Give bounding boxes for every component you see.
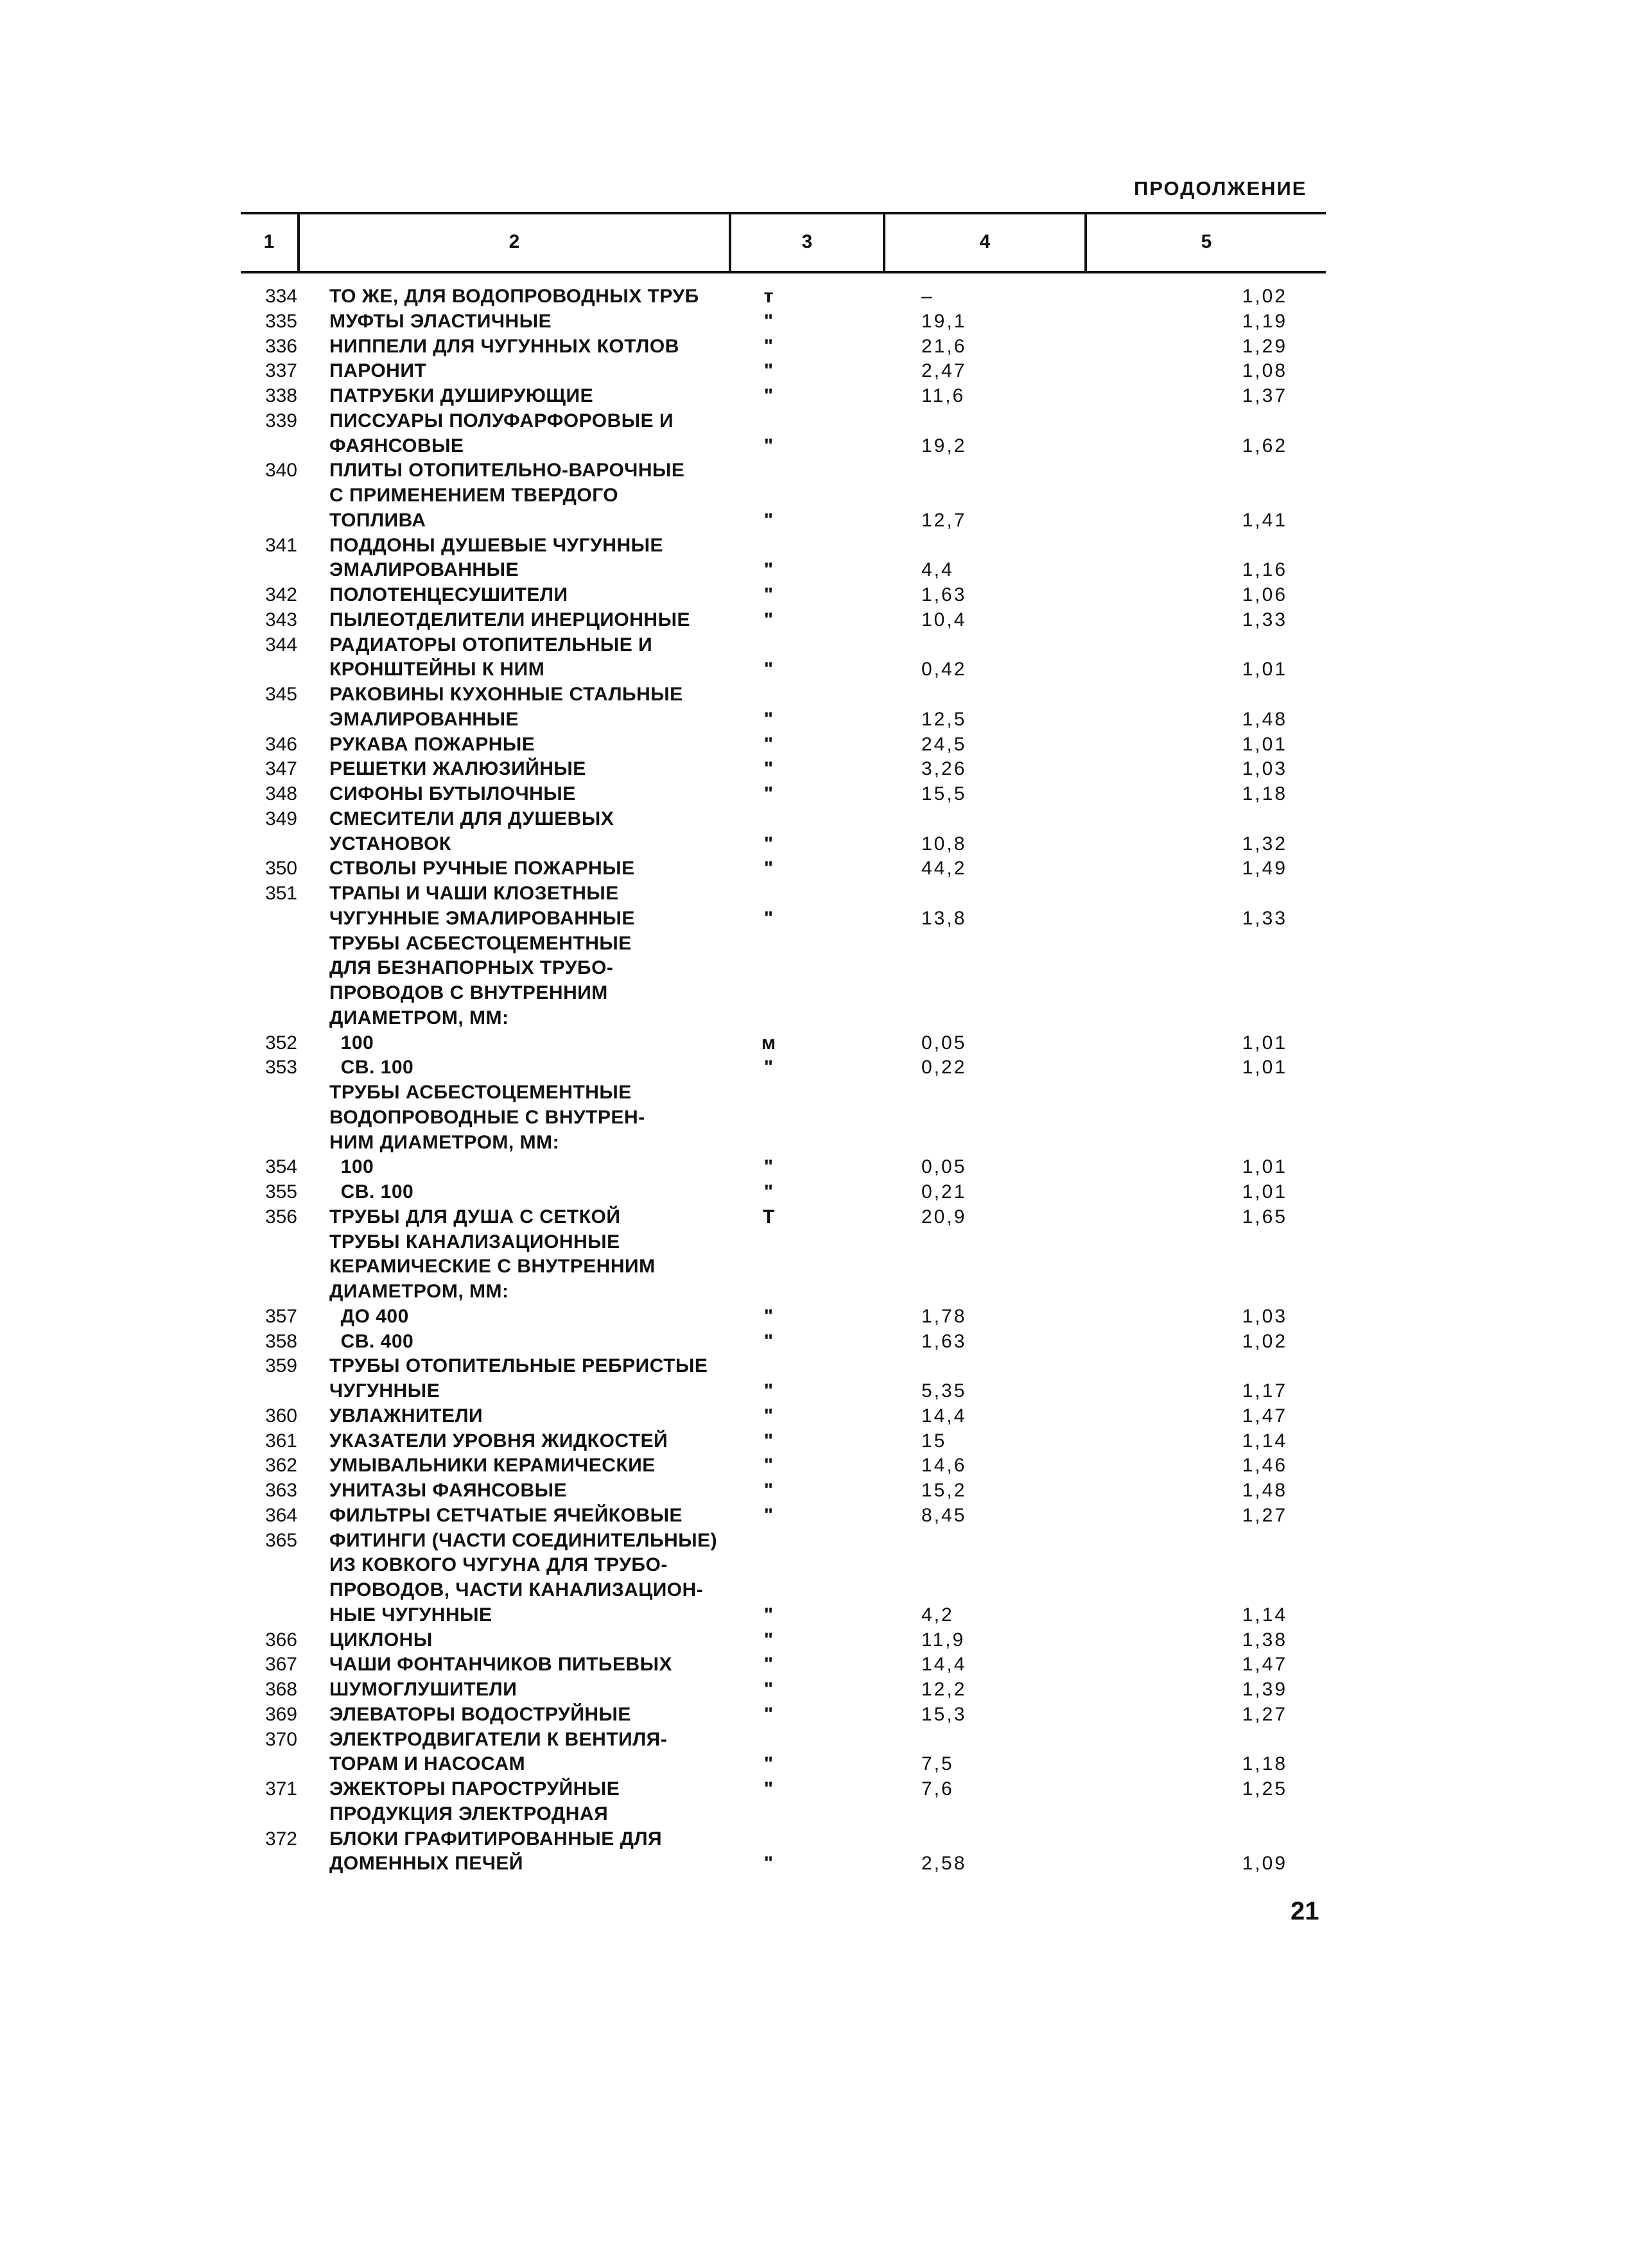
value-col-5: 1,03 [1242,1305,1287,1327]
table-row [241,757,1326,782]
table-row [241,682,1326,707]
item-unit: " [763,1057,774,1079]
table-row [241,1578,1326,1603]
table-row [241,558,1326,583]
continuation-label: ПРОДОЛЖЕНИЕ [1134,177,1307,200]
table-row [241,1254,1326,1279]
value-col-5: 1,65 [1242,1206,1287,1227]
table-row [241,1230,1326,1255]
item-name: РЕШЕТКИ ЖАЛЮЗИЙНЫЕ [329,758,586,780]
table-row [241,1429,1326,1454]
item-name: ТРУБЫ АСБЕСТОЦЕМЕНТНЫЕ [329,932,632,954]
value-col-5: 1,62 [1242,435,1287,456]
item-name: СВ. 400 [329,1330,414,1352]
table-row [241,359,1326,384]
table-row [241,906,1326,932]
value-col-5: 1,29 [1242,335,1287,357]
item-name: ТРУБЫ ДЛЯ ДУША С СЕТКОЙ [329,1206,621,1227]
item-number: 354 [265,1156,297,1178]
column-header-5: 5 [1201,231,1212,252]
value-col-5: 1,48 [1242,708,1287,730]
item-name: 100 [329,1032,374,1053]
table-row [241,434,1326,459]
item-name: РАКОВИНЫ КУХОННЫЕ СТАЛЬНЫЕ [329,684,683,705]
item-number: 336 [265,335,297,357]
value-col-5: 1,01 [1242,1032,1287,1053]
table-row [241,1006,1326,1031]
table-row [241,483,1326,508]
item-unit: " [763,1853,774,1875]
value-col-4: 10,8 [921,833,967,854]
item-name: С ПРИМЕНЕНИЕМ ТВЕРДОГО [329,485,619,506]
value-col-4: 5,35 [921,1380,967,1401]
item-name: УМЫВАЛЬНИКИ КЕРАМИЧЕСКИЕ [329,1455,656,1477]
item-unit: " [763,509,774,531]
item-name: ЭЛЕВАТОРЫ ВОДОСТРУЙНЫЕ [329,1703,631,1725]
value-col-4: 2,58 [921,1853,967,1875]
item-unit: " [763,1753,774,1775]
item-number: 357 [265,1305,297,1327]
item-unit: т [763,286,774,307]
value-col-5: 1,38 [1242,1629,1287,1651]
item-number: 349 [265,808,297,829]
value-col-5: 1,25 [1242,1778,1287,1799]
item-number: 347 [265,758,297,780]
item-unit: " [763,584,774,605]
item-number: 346 [265,733,297,755]
table-row [241,1827,1326,1852]
item-number: 335 [265,310,297,332]
item-number: 356 [265,1206,297,1227]
item-unit: " [763,1504,774,1526]
item-name: ИЗ КОВКОГО ЧУГУНА ДЛЯ ТРУБО- [329,1554,668,1576]
table-row [241,608,1326,633]
value-col-4: 44,2 [921,858,967,880]
item-name: СИФОНЫ БУТЫЛОЧНЫЕ [329,783,576,804]
value-col-5: 1,41 [1242,509,1287,531]
table-row [241,1354,1326,1379]
item-unit: " [763,360,774,382]
item-name: ПЫЛЕОТДЕЛИТЕЛИ ИНЕРЦИОННЫЕ [329,609,690,630]
table-row [241,633,1326,658]
item-unit: " [763,559,774,581]
table-row [241,334,1326,360]
table-row [241,657,1326,682]
item-name: ПИССУАРЫ ПОЛУФАРФОРОВЫЕ И [329,410,674,431]
item-unit: " [763,1430,774,1452]
table-row [241,1652,1326,1678]
item-number: 345 [265,684,297,705]
value-col-4: 13,8 [921,907,967,929]
item-unit: " [763,758,774,780]
table-body [241,284,1326,1877]
value-col-4: 0,42 [921,659,967,681]
table-row [241,932,1326,957]
item-number: 337 [265,360,297,382]
item-number: 344 [265,634,297,655]
table-row [241,1379,1326,1404]
value-col-5: 1,47 [1242,1654,1287,1676]
item-number: 350 [265,858,297,880]
item-name: ПОЛОТЕНЦЕСУШИТЕЛИ [329,584,568,605]
item-name: КРОНШТЕЙНЫ К НИМ [329,659,545,681]
item-name: НЫЕ ЧУГУННЫЕ [329,1604,492,1626]
item-unit: Т [762,1206,775,1227]
item-unit: " [763,1604,774,1626]
table-row [241,1031,1326,1056]
item-name: ЧАШИ ФОНТАНЧИКОВ ПИТЬЕВЫХ [329,1654,673,1676]
item-unit: " [763,858,774,880]
item-name: ТОРАМ И НАСОСАМ [329,1753,526,1775]
table-row [241,1504,1326,1529]
item-number: 363 [265,1480,297,1501]
item-number: 353 [265,1057,297,1079]
value-col-4: 14,4 [921,1654,967,1676]
value-col-4: 7,5 [921,1753,954,1775]
value-col-4: 11,9 [921,1629,966,1651]
item-unit: " [763,335,774,357]
item-name: КЕРАМИЧЕСКИЕ С ВНУТРЕННИМ [329,1256,656,1278]
item-name: ТРАПЫ И ЧАШИ КЛОЗЕТНЫЕ [329,883,619,904]
value-col-5: 1,47 [1242,1405,1287,1426]
value-col-4: 12,7 [921,509,967,531]
item-name: ДОМЕННЫХ ПЕЧЕЙ [329,1853,523,1875]
table-row [241,284,1326,309]
value-col-5: 1,08 [1242,360,1287,382]
value-col-5: 1,14 [1242,1430,1287,1452]
value-col-4: 8,45 [921,1504,967,1526]
item-number: 355 [265,1181,297,1202]
item-unit: " [763,1455,774,1477]
item-name: ТРУБЫ АСБЕСТОЦЕМЕНТНЫЕ [329,1082,632,1103]
value-col-5: 1,37 [1242,385,1287,406]
table-row [241,1851,1326,1877]
item-unit: " [763,783,774,804]
table-row [241,1205,1326,1230]
value-col-4: 24,5 [921,733,967,755]
table-row [241,384,1326,409]
item-unit: " [763,1380,774,1401]
item-name: ФАЯНСОВЫЕ [329,435,464,456]
value-col-5: 1,27 [1242,1504,1287,1526]
item-number: 338 [265,385,297,406]
item-name: 100 [329,1156,374,1178]
item-number: 366 [265,1629,297,1651]
item-number: 352 [265,1032,297,1053]
item-name: ТРУБЫ ОТОПИТЕЛЬНЫЕ РЕБРИСТЫЕ [329,1355,708,1377]
value-col-5: 1,02 [1242,286,1287,307]
table-row [241,1155,1326,1180]
value-col-5: 1,01 [1242,1057,1287,1079]
value-col-5: 1,19 [1242,310,1287,332]
item-name: ВОДОПРОВОДНЫЕ С ВНУТРЕН- [329,1106,645,1128]
value-col-4: 19,2 [921,435,967,456]
table-row [241,856,1326,881]
column-header-1: 1 [263,231,275,252]
item-name: РУКАВА ПОЖАРНЫЕ [329,733,535,755]
item-name: ЭМАЛИРОВАННЫЕ [329,708,519,730]
item-number: 372 [265,1828,297,1850]
item-name: МУФТЫ ЭЛАСТИЧНЫЕ [329,310,552,332]
item-unit: " [763,1629,774,1651]
column-header-2: 2 [509,231,520,252]
item-unit: м [761,1032,776,1053]
table-row [241,1080,1326,1105]
value-col-4: 0,22 [921,1057,967,1079]
item-unit: " [763,733,774,755]
item-unit: " [763,833,774,854]
item-number: 343 [265,609,297,630]
value-col-5: 1,06 [1242,584,1287,605]
item-name: ЧУГУННЫЕ ЭМАЛИРОВАННЫЕ [329,907,635,929]
item-name: ПАТРУБКИ ДУШИРУЮЩИЕ [329,385,594,406]
table-row [241,1703,1326,1728]
value-col-5: 1,27 [1242,1703,1287,1725]
item-number: 339 [265,410,297,431]
value-col-5: 1,18 [1242,783,1287,804]
item-unit: " [763,1480,774,1501]
value-col-4: 14,4 [921,1405,967,1426]
item-unit: " [763,1679,774,1700]
value-col-4: 21,6 [921,335,967,357]
item-name: СМЕСИТЕЛИ ДЛЯ ДУШЕВЫХ [329,808,614,829]
item-name: СТВОЛЫ РУЧНЫЕ ПОЖАРНЫЕ [329,858,635,880]
value-col-4: 19,1 [921,310,967,332]
table-row [241,1131,1326,1156]
item-name: ЧУГУННЫЕ [329,1380,440,1401]
table-row [241,1752,1326,1777]
item-number: 334 [265,286,297,307]
value-col-5: 1,01 [1242,733,1287,755]
value-col-4: 20,9 [921,1206,967,1227]
table-row [241,309,1326,334]
table-row [241,1628,1326,1653]
table-row [241,1105,1326,1131]
item-name: УСТАНОВОК [329,833,451,854]
item-name: ЭЖЕКТОРЫ ПАРОСТРУЙНЫЕ [329,1778,620,1799]
item-unit: " [763,659,774,681]
item-name: ЦИКЛОНЫ [329,1629,433,1651]
item-unit: " [763,1654,774,1676]
table-row [241,782,1326,807]
item-number: 342 [265,584,297,605]
value-col-4: 0,21 [921,1181,967,1202]
value-col-5: 1,18 [1242,1753,1287,1775]
table-row [241,956,1326,981]
table-row [241,1279,1326,1305]
value-col-4: 3,26 [921,758,967,780]
table-row [241,1603,1326,1628]
value-col-4: 14,6 [921,1455,967,1477]
table-row [241,508,1326,533]
table-row [241,881,1326,906]
value-col-5: 1,48 [1242,1480,1287,1501]
item-unit: " [763,1703,774,1725]
table-header-rule [241,271,1326,273]
value-col-4: 4,2 [921,1604,954,1626]
item-unit: " [763,310,774,332]
value-col-5: 1,14 [1242,1604,1287,1626]
table-row [241,1330,1326,1355]
item-number: 351 [265,883,297,904]
item-name: БЛОКИ ГРАФИТИРОВАННЫЕ ДЛЯ [329,1828,663,1850]
value-col-5: 1,16 [1242,559,1287,581]
value-col-5: 1,49 [1242,858,1287,880]
value-col-4: 15 [921,1430,947,1452]
item-name: ПАРОНИТ [329,360,427,382]
item-number: 369 [265,1703,297,1725]
item-name: ШУМОГЛУШИТЕЛИ [329,1679,517,1700]
table-row [241,733,1326,758]
value-col-4: 11,6 [921,385,966,406]
value-col-5: 1,33 [1242,609,1287,630]
item-name: УВЛАЖНИТЕЛИ [329,1405,483,1426]
item-name: НИППЕЛИ ДЛЯ ЧУГУННЫХ КОТЛОВ [329,335,679,357]
value-col-4: 1,63 [921,584,967,605]
item-name: ПЛИТЫ ОТОПИТЕЛЬНО-ВАРОЧНЫЕ [329,460,685,481]
value-col-4: 12,5 [921,708,967,730]
item-number: 359 [265,1355,297,1377]
table-row [241,1678,1326,1703]
table-row [241,1305,1326,1330]
table-row [241,807,1326,832]
item-number: 348 [265,783,297,804]
table-row [241,1404,1326,1429]
item-unit: " [763,907,774,929]
table-row [241,832,1326,857]
column-header-3: 3 [801,231,813,252]
item-unit: " [763,1305,774,1327]
item-unit: " [763,1330,774,1352]
value-col-4: – [921,286,934,307]
table-row [241,1478,1326,1504]
item-unit: " [763,385,774,406]
item-name: НИМ ДИАМЕТРОМ, ММ: [329,1131,560,1153]
item-unit: " [763,1778,774,1799]
table-row [241,458,1326,483]
item-name: ЭЛЕКТРОДВИГАТЕЛИ К ВЕНТИЛЯ- [329,1728,668,1750]
page-number: 21 [1291,1897,1319,1925]
table-row [241,1728,1326,1753]
value-col-5: 1,01 [1242,659,1287,681]
item-unit: " [763,435,774,456]
item-name: ПОДДОНЫ ДУШЕВЫЕ ЧУГУННЫЕ [329,534,664,556]
value-col-4: 15,2 [921,1480,967,1501]
item-number: 364 [265,1504,297,1526]
item-name: УКАЗАТЕЛИ УРОВНЯ ЖИДКОСТЕЙ [329,1430,668,1452]
value-col-4: 15,5 [921,783,967,804]
table-row [241,1453,1326,1478]
item-number: 368 [265,1679,297,1700]
value-col-4: 10,4 [921,609,967,630]
table-row [241,707,1326,733]
item-number: 362 [265,1455,297,1477]
item-name: ТОПЛИВА [329,509,426,531]
item-name: ПРОДУКЦИЯ ЭЛЕКТРОДНАЯ [329,1803,609,1825]
value-col-5: 1,33 [1242,907,1287,929]
item-unit: " [763,708,774,730]
item-name: ДИАМЕТРОМ, ММ: [329,1281,509,1302]
item-name: СВ. 100 [329,1057,414,1079]
table-row [241,533,1326,559]
item-number: 370 [265,1728,297,1750]
item-name: ЭМАЛИРОВАННЫЕ [329,559,519,581]
value-col-5: 1,01 [1242,1181,1287,1202]
value-col-4: 0,05 [921,1156,967,1178]
item-number: 360 [265,1405,297,1426]
item-name: ТРУБЫ КАНАЛИЗАЦИОННЫЕ [329,1231,620,1253]
item-number: 365 [265,1529,297,1551]
column-header-4: 4 [979,231,991,252]
item-name: ДЛЯ БЕЗНАПОРНЫХ ТРУБО- [329,957,614,979]
table-row [241,1180,1326,1205]
value-col-4: 1,78 [921,1305,967,1327]
table-row [241,981,1326,1006]
table-row [241,1777,1326,1802]
item-name: ДО 400 [329,1305,409,1327]
value-col-4: 15,3 [921,1703,967,1725]
value-col-4: 4,4 [921,559,954,581]
value-col-5: 1,09 [1242,1853,1287,1875]
value-col-4: 7,6 [921,1778,954,1799]
table-row [241,409,1326,434]
item-number: 371 [265,1778,297,1799]
item-unit: " [763,1405,774,1426]
item-name: РАДИАТОРЫ ОТОПИТЕЛЬНЫЕ И [329,634,653,655]
item-unit: " [763,609,774,630]
table-row [241,1529,1326,1554]
item-number: 341 [265,534,297,556]
value-col-4: 1,63 [921,1330,967,1352]
item-number: 358 [265,1330,297,1352]
item-name: ТО ЖЕ, ДЛЯ ВОДОПРОВОДНЫХ ТРУБ [329,286,699,307]
table-row [241,583,1326,608]
value-col-4: 12,2 [921,1679,967,1700]
item-unit: " [763,1156,774,1178]
value-col-5: 1,32 [1242,833,1287,854]
item-name: ПРОВОДОВ, ЧАСТИ КАНАЛИЗАЦИОН- [329,1579,704,1600]
value-col-5: 1,17 [1242,1380,1287,1401]
value-col-4: 0,05 [921,1032,967,1053]
value-col-5: 1,39 [1242,1679,1287,1700]
table-row [241,1553,1326,1578]
value-col-5: 1,02 [1242,1330,1287,1352]
table-row [241,1055,1326,1080]
value-col-5: 1,03 [1242,758,1287,780]
item-name: ПРОВОДОВ С ВНУТРЕННИМ [329,982,608,1003]
table-top-rule [241,212,1326,214]
item-number: 367 [265,1654,297,1676]
item-name: ФИТИНГИ (ЧАСТИ СОЕДИНИТЕЛЬНЫЕ) [329,1529,718,1551]
item-unit: " [763,1181,774,1202]
item-number: 340 [265,460,297,481]
table-row [241,1802,1326,1827]
item-name: ДИАМЕТРОМ, ММ: [329,1007,509,1028]
item-name: ФИЛЬТРЫ СЕТЧАТЫЕ ЯЧЕЙКОВЫЕ [329,1504,683,1526]
value-col-4: 2,47 [921,360,967,382]
item-number: 361 [265,1430,297,1452]
value-col-5: 1,01 [1242,1156,1287,1178]
value-col-5: 1,46 [1242,1455,1287,1477]
item-name: СВ. 100 [329,1181,414,1202]
item-name: УНИТАЗЫ ФАЯНСОВЫЕ [329,1480,568,1501]
